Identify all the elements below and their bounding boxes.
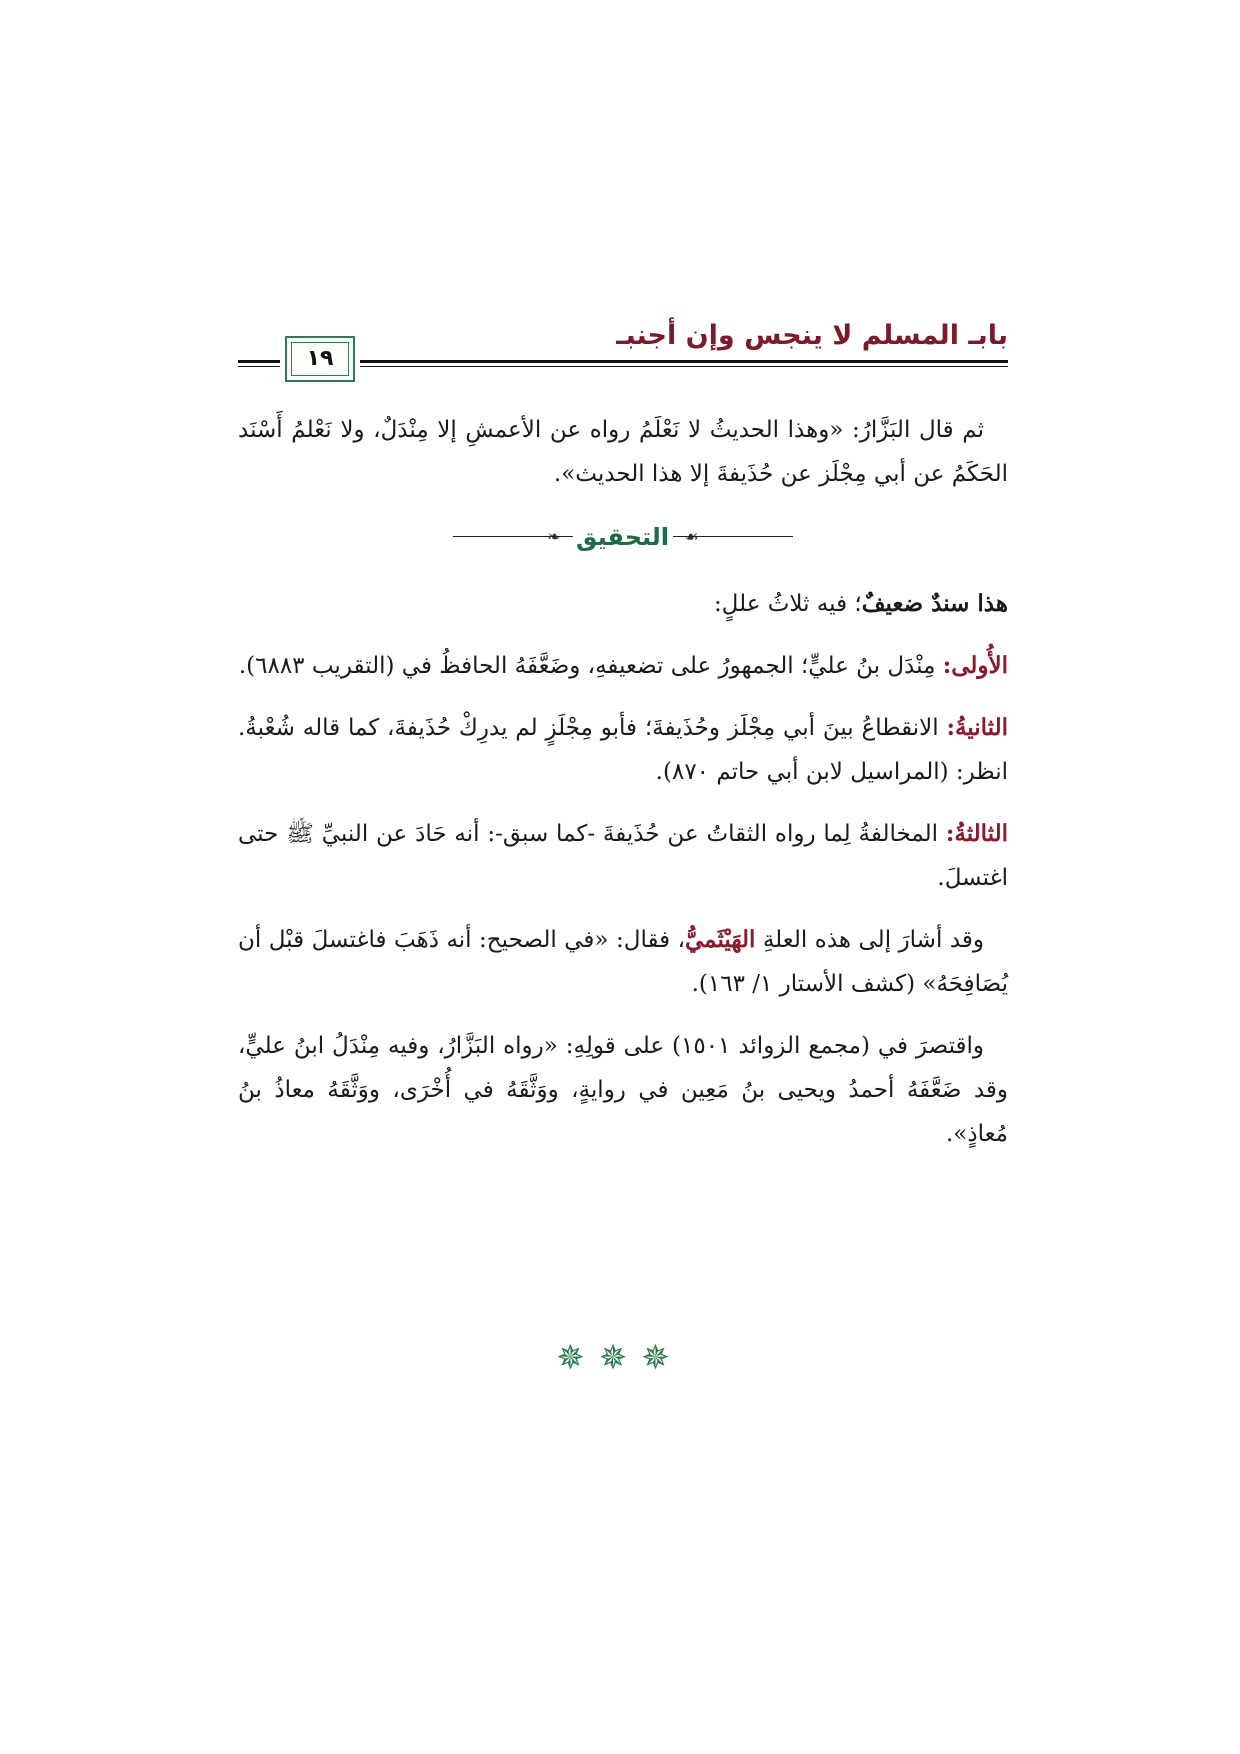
header-rule-left-thin [238, 366, 280, 367]
page-body [238, 408, 1008, 1174]
paragraph-text: ثم قال البَزَّارُ: «وهذا الحديثُ لا نَعْلَمُ رواه عن الأعمشِ إلا مِنْدَلٌ، ولا نَعْلمُ أَسْنَد الحَكَمُ عن أبي مِجْلَز عن حُذَيفةَ إلا هذا الحديث». [238, 417, 1008, 487]
page-header [238, 318, 1008, 378]
section-title: التحقيق [576, 523, 670, 551]
verdict-rest: ؛ فيه ثلاثُ عللٍ: [713, 591, 862, 617]
verdict-bold: هذا سندٌ ضعيفٌ [861, 590, 1008, 617]
first-defect-text: مِنْدَل بنُ عليٍّ؛ الجمهورُ على تضعيفهِ، وضَعَّفَهُ الحافظُ في (التقريب ٦٨٨٣). [238, 653, 943, 679]
ornament-right-icon: ☙ [684, 527, 699, 546]
paragraph-third-defect [238, 812, 1008, 900]
header-rule-thick [360, 360, 1008, 363]
haythami-name: الهَيْثَميُّ [685, 926, 756, 953]
third-defect-label: الثالثةُ: [945, 820, 1008, 847]
paragraph-first-defect [238, 644, 1008, 688]
chapter-title: بابـ المسلم لا ينجس وإن أجنبـ [616, 320, 1008, 351]
haythami-text-b: ، فقال: «في الصحيح: أنه ذَهَبَ فاغتسلَ قبْل أن يُصَافِحَهُ» (كشف الأستار ١/ ١٦٣). [238, 927, 1008, 997]
paragraph-second-defect [238, 706, 1008, 794]
paragraph-verdict [238, 582, 1008, 626]
divider-line-left [453, 536, 573, 537]
paragraph-haythami [238, 918, 1008, 1006]
section-divider [238, 514, 1008, 560]
header-rule-thin [360, 366, 1008, 367]
page-number-frame [285, 336, 355, 382]
divider-line-right [673, 536, 793, 537]
ornament-left-icon: ❧ [547, 527, 561, 546]
third-defect-text: المخالفةُ لِما رواه الثقاتُ عن حُذَيفةَ -كما سبق-: أنه حَادَ عن النبيِّ ﷺ حتى اغتسلَ. [238, 821, 1008, 891]
header-rule-left-thick [238, 360, 280, 363]
end-ornament-icon: ✵✵✵ [556, 1338, 684, 1378]
haythami-text-a: وقد أشارَ إلى هذه العلةِ [755, 927, 985, 953]
paragraph-bazzar-quote [238, 408, 1008, 496]
majma-text: واقتصرَ في (مجمع الزوائد ١٥٠١) على قولِهِ: «رواه البَزَّارُ، وفيه مِنْدَلُ ابنُ عليٍّ، وقد ضَعَّفَهُ أحمدُ ويحيى بنُ مَعِين في روايةٍ، ووَثَّقَهُ في أُخْرَى، ووَثَّقَهُ معاذُ بنُ مُعاذٍ». [238, 1033, 1008, 1147]
second-defect-label: الثانيةُ: [946, 714, 1008, 741]
second-defect-text: الانقطاعُ بينَ أبي مِجْلَز وحُذَيفةَ؛ فأبو مِجْلَزٍ لم يدرِكْ حُذَيفةَ، كما قاله شُعْبةُ. انظر: (المراسيل لابن أبي حاتم ٨٧٠). [238, 715, 1008, 785]
first-defect-label: الأُولى: [942, 652, 1008, 679]
paragraph-majma [238, 1024, 1008, 1156]
page-number: ١٩ [306, 346, 334, 371]
